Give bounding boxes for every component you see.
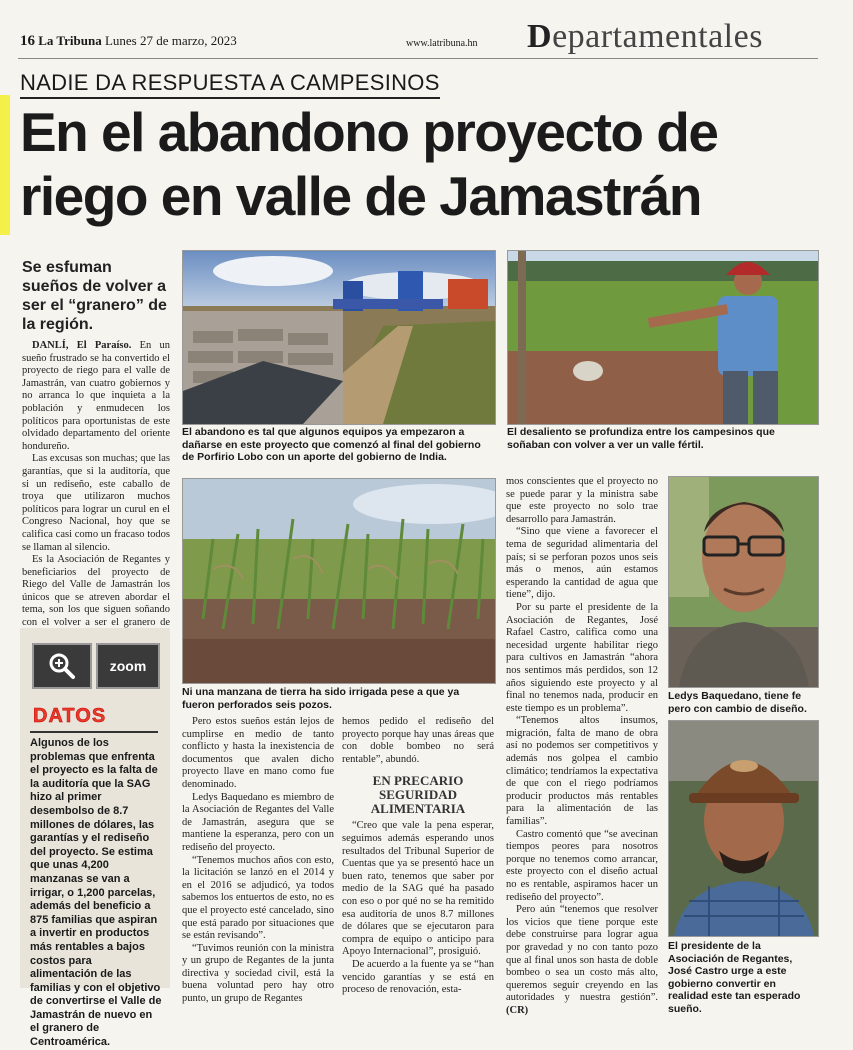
portrait-image-2: [669, 721, 818, 936]
datos-title: DATOS: [33, 705, 107, 727]
paragraph: Pero estos sueños están lejos de cumplirse en medio de tanto conflicto y hasta la inexistencia de documentos que avalen dicho proyecto llave en mano como fue denominado.: [182, 716, 334, 790]
article-column-4: [506, 476, 658, 1018]
magnifier-plus-icon: [47, 651, 77, 681]
paper-name: La Tribuna: [38, 33, 102, 48]
headline-line-1: En el abandono proyecto de: [20, 101, 718, 163]
paragraph: En un sueño frustrado se ha convertido el proyecto de riego para el valle de Jamastrán, van cuatro gobiernos y no arranca lo que inquieta a la población y enmudecen los políticos para oportunistas de este olvidado departamento del oriente hondureño.: [22, 340, 170, 452]
zoom-button[interactable]: zoom: [96, 643, 160, 689]
paragraph: Es la Asociación de Regantes y beneficiarios del proyecto de Riego del Valle de Jamastrán los únicos que se atreven abordar el tema, son los que siguen soñando con el volver a ser el granero de: [22, 554, 170, 629]
caption-photo-4: Ledys Baquedano, tiene fe pero con cambio de diseño.: [668, 690, 807, 715]
equipment-photo-image: [183, 251, 495, 424]
author-signature: (CR): [506, 1004, 529, 1016]
portrait-image-1: [669, 477, 818, 687]
photo-jose-castro: [668, 720, 819, 937]
caption-photo-2: El desaliento se profundiza entre los campesinos que soñaban con volver a ver un valle fértil.: [507, 426, 775, 451]
article-subhead: Se esfuman sueños de volver a ser el “granero” de la región.: [22, 259, 167, 333]
section-subhead: EN PRECARIO SEGURIDAD ALIMENTARIA: [370, 773, 466, 817]
page-header: [20, 33, 237, 50]
paragraph: Ledys Baquedano es miembro de la Asociación de Regantes del Valle de Jamastrán, asegura que se mantiene la esperanza, pero con un rediseño del proyecto.: [182, 791, 334, 853]
caption-photo-5: El presidente de la Asociación de Regantes, José Castro urge a este gobierno convertir en realidad este tan esperado sueño.: [668, 940, 801, 1015]
article-column-3: [342, 716, 494, 997]
section-title: [527, 18, 763, 56]
paragraph: “Tuvimos reunión con la ministra y un grupo de Regantes de la junta directiva y sociedad civil, está la buena voluntad pero hay otro punto, un grupo de Regantes: [182, 942, 334, 1005]
datos-divider: [30, 731, 158, 733]
headline-line-2: riego en valle de Jamastrán: [20, 165, 701, 227]
caption-photo-1: El abandono es tal que algunos equipos ya empezaron a dañarse en este proyecto que comenzó al final del gobierno de Porfirio Lobo con un aporte del gobierno de India.: [182, 426, 481, 463]
article-kicker: NADIE DA RESPUESTA A CAMPESINOS: [20, 70, 440, 99]
issue-date: Lunes 27 de marzo, 2023: [104, 33, 237, 48]
dateline: DANLÍ, El Paraíso.: [32, 340, 132, 351]
caption-photo-3: Ni una manzana de tierra ha sido irrigada pese a que ya fueron perforados seis pozos.: [182, 686, 460, 711]
paragraph: “Tenemos muchos años con esto, la licitación se lanzó en el 2014 y en el 2016 se adjudicó, ya todos sabemos los entuertos de esto, no es que el proyecto esté cancelado, sino que está parado por situaciones que se están revisando”.: [182, 854, 334, 942]
highlight-mark: [0, 95, 10, 235]
farmer-photo-image: [508, 251, 818, 424]
paragraph: mos conscientes que el proyecto no se puede parar y la ministra sabe que este proyecto no solo trae desarrollo para Jamastrán.: [506, 476, 658, 525]
site-url[interactable]: www.latribuna.hn: [406, 38, 478, 49]
header-divider: [18, 58, 818, 59]
article-column-2: [182, 716, 334, 1006]
section-rest: epartamentales: [552, 18, 763, 55]
paragraph: Castro comentó que “se avecinan tiempos peores para nosotros porque no tenemos como arrancar, este proyecto con el diseño actual no es rentable, aspiramos hacer un rediseño del proyecto”.: [506, 828, 658, 903]
crop-photo-image: [183, 479, 495, 683]
photo-ledys-baquedano: [668, 476, 819, 688]
paragraph: “Creo que vale la pena esperar, seguimos además esperando unos resultados del Tribunal Superior de Cuentas que ya se presentó hace un buen rato, tenemos que saber por medio de la SAG qué ha pasado con eso o por qué no se ha remitido esa auditoría de unos 8.7 millones de dólares que se ejecutaron para compra de equipo o anticipo para Apoyo Internacional”, prosiguió.: [342, 820, 494, 958]
datos-body: Algunos de los problemas que enfrenta el proyecto es la falta de la auditoría que la SAG hizo al primer desembolso de 8.7 millones de dólares, las garantías y el rediseño del proyecto. Se estima que unas 4,200 manzanas se van a irrigar, o 1,200 parcelas, además del beneficio a 875 familias que aspiran a invertir en productos más rentables a bajos costos para alimentación de las familias y con el objetivo de convertirse el Valle de Jamastrán de nuevo en el granero de Centroamérica.: [30, 737, 162, 1049]
article-headline: [20, 100, 835, 228]
paragraph: Pero aún “tenemos que resolver los vicios que tiene porque este debe construirse para lograr agua por gravedad y no con tanto pozo que al final unos son hasta de doble bombeo o sea un costo más alto, queremos seguir creyendo en las autoridades y nuestra gestión”.: [506, 904, 658, 1004]
paragraph: hemos pedido el rediseño del proyecto porque hay unas áreas que con doble bombeo no será rentable”, abundó.: [342, 716, 494, 765]
section-initial: D: [527, 18, 553, 55]
photo-abandoned-equipment: [182, 250, 496, 425]
photo-farmer-pointing: [507, 250, 819, 425]
zoom-in-button[interactable]: [32, 643, 92, 689]
page-number: 16: [20, 33, 35, 49]
paragraph: Por su parte el presidente de la Asociación de Regantes, José Rafael Castro, califica como una necesidad urgente habilitar riego para cultivos en Jamastrán “ahora nos sentimos más perdidos, son 12 años siguiendo este proyecto y al final no tenemos nada, producir en este tiempo es un problema”.: [506, 601, 658, 714]
paragraph: Las excusas son muchas; que las garantías, que si la auditoría, que si un rediseño, este caballo de troya que utilizaron muchos políticos para lograr un curul en el Congreso Nacional, hoy que se califica casi como un fracaso todos se llaman al silencio.: [22, 453, 170, 553]
paragraph: “Sino que viene a favorecer el tema de seguridad alimentaria del país; si se perforan pozos unos seis más o menos, aún estamos esperando la cantidad de agua que tiene”, dijo.: [506, 526, 658, 601]
photo-dry-crop: [182, 478, 496, 684]
paragraph: “Tenemos altos insumos, migración, falta de mano de obra así no podemos ser competitivos y además nos golpea el cambio climático; tendríamos la expectativa de que con el riego podríamos producir productos más rentables para la alimentación de las familias”.: [506, 715, 658, 828]
article-column-1: [22, 340, 170, 642]
paragraph: De acuerdo a la fuente ya se “han vencido garantías y se está en proceso de renovación, esta-: [342, 958, 494, 996]
